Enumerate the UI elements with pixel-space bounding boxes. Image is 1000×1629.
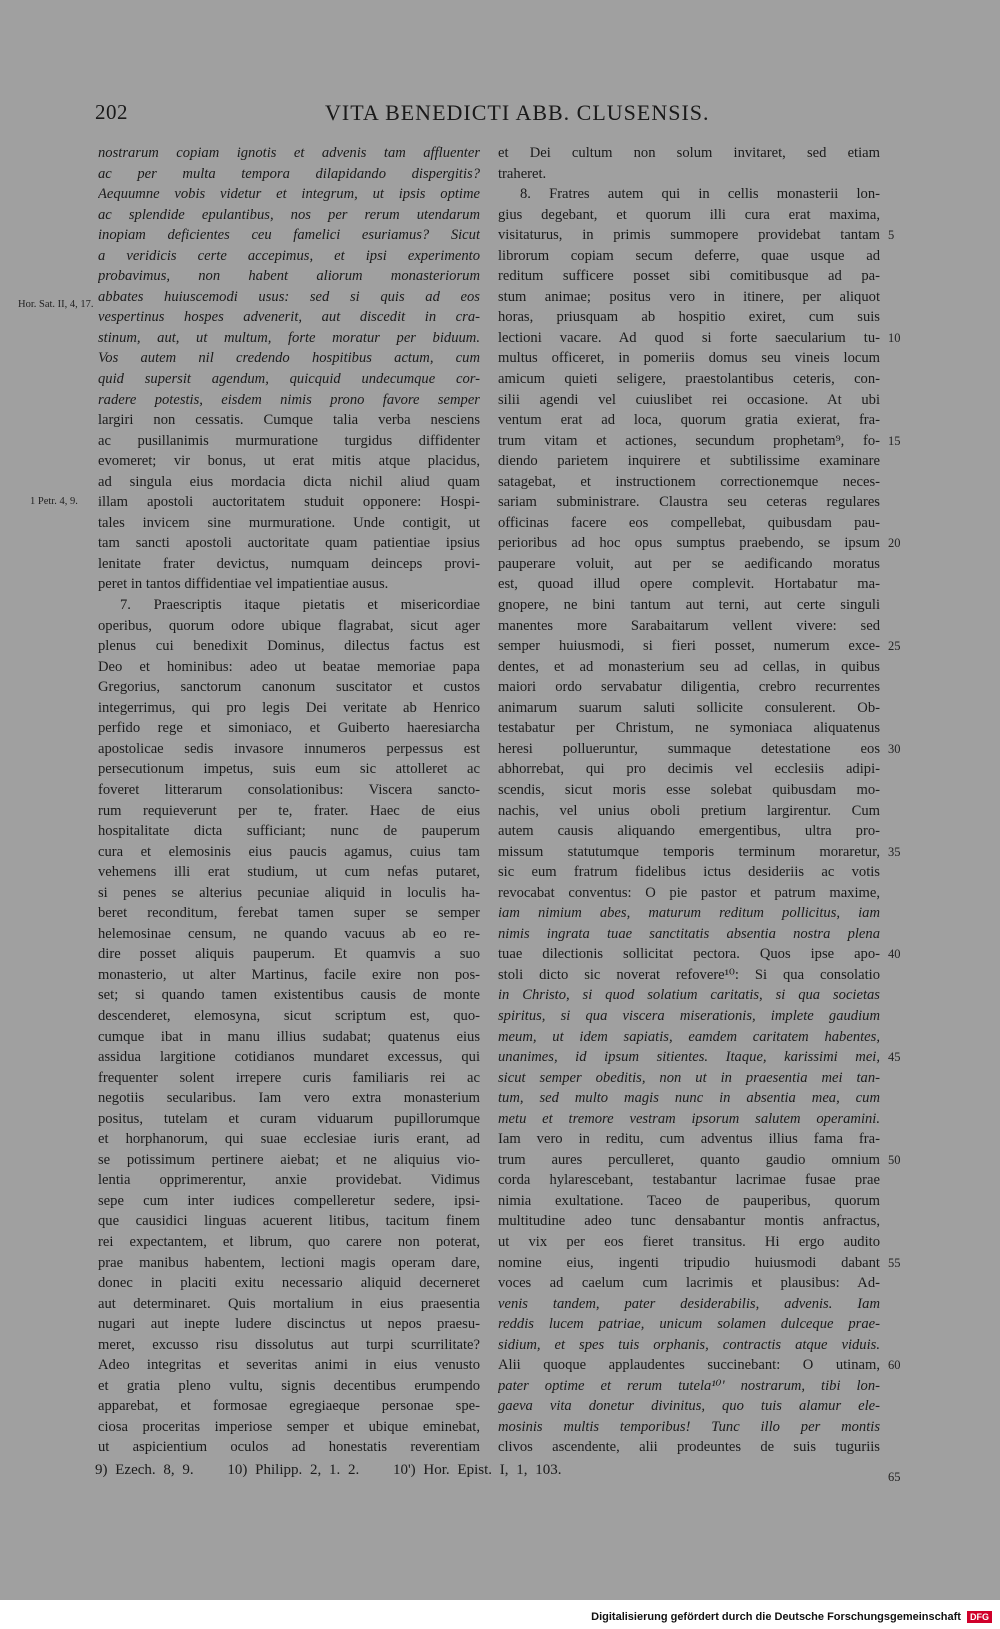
right-column-line: reddis lucem patriae, unicum solamen dulceque prae-	[498, 1316, 880, 1333]
right-column-line: pauperare voluit, aut per se aedificando moratus	[498, 555, 880, 572]
right-column-line: iam nimium abes, maturum reditum pollicitus, iam	[498, 905, 880, 922]
left-column-line: quid supersit agendum, quicquid undecumque cor-	[98, 371, 480, 388]
line-number: 35	[888, 844, 901, 859]
left-column-line: peret in tantos diffidentiae vel impatientiae ausus.	[98, 576, 389, 593]
left-column-line: et horphanorum, qui suae ecclesiae iuris erant, ad	[98, 1131, 480, 1148]
right-column-line: heresi pollueruntur, summaque detestatione eos	[498, 740, 880, 757]
margin-note-peter: 1 Petr. 4, 9.	[30, 496, 78, 507]
left-column-line: descenderet, elemosyna, sicut scriptum est, quo-	[98, 1007, 480, 1024]
right-column-line: nimia exultatione. Taceo de pauperibus, quorum	[498, 1192, 880, 1209]
right-column-line: reditum sufficere posset sibi comitibusque ad pa-	[498, 268, 880, 285]
right-column-line: nomine eius, ingenti tripudio huiusmodi dabant	[498, 1254, 880, 1271]
right-column-line: traheret.	[498, 165, 547, 182]
left-column-line: apostolicae sedis invasore innumeros perpessus est	[98, 740, 480, 757]
left-column-line: aut determinaret. Quis mortalium in eius praesentia	[98, 1295, 480, 1312]
right-column-line: ventum erat ad loca, quorum gratia exierat, fra-	[498, 412, 880, 429]
right-column-line: visitaturus, in primis summopere providebat tantam	[498, 227, 880, 244]
right-column-line: revocabat conventus: O pie pastor et patrum maxime,	[498, 884, 880, 901]
line-number: 30	[888, 741, 901, 756]
left-column-line: monasterio, ut alter Martinus, facile exire non pos-	[98, 966, 480, 983]
left-column-line: beret reconditum, ferebat tamen super se semper	[98, 905, 480, 922]
left-column-line: hospitalitate dicta sufficiant; nunc de pauperum	[98, 823, 480, 840]
left-column-line: inopiam deficientes ceu famelici esuriamus? Sicut	[98, 227, 480, 244]
running-head	[95, 100, 885, 130]
right-column-line: metu et tremore vestram ipsorum salutem operamini.	[498, 1110, 880, 1127]
left-column-line: plenus cui benedixit Dominus, dilectus factus est	[98, 638, 480, 655]
right-column-line: venis tandem, pater desiderabilis, advenis. Iam	[498, 1295, 880, 1312]
right-column-line: gius degebant, et quorum illi cura erat maxima,	[498, 206, 880, 223]
right-column-line: testabatur per Christum, ne symoniaca aliquatenus	[498, 720, 880, 737]
right-column-line: tuae dilectionis sollicitat pectora. Quos ipse apo-	[498, 946, 880, 963]
right-column-line: trum vitam et actiones, secundum prophetam⁹, fo-	[498, 432, 880, 449]
left-column-line: operibus, quorum odore ubique flagrabat, sicut ager	[98, 617, 480, 634]
right-column-line: stum animae; positus vero in itinere, per aliquot	[498, 288, 880, 305]
margin-note-horace: Hor. Sat. II, 4, 17.	[18, 299, 94, 310]
right-column-line: 8. Fratres autem qui in cellis monasterii lon-	[520, 186, 880, 203]
left-column-line: rum requieverunt per te, frater. Haec de eius	[98, 802, 480, 819]
left-column-line: Vos autem nil credendo hospitibus actum, cum	[98, 350, 480, 367]
left-column-line: vespertinus hospes advenerit, aut discedit in cra-	[98, 309, 480, 326]
right-column-line: meum, ut idem sapiatis, eamdem caritatem habentes,	[498, 1028, 880, 1045]
left-column-line: helemosinae censum, ne quando vacuus ab eo re-	[98, 925, 480, 942]
line-number: 25	[888, 639, 901, 654]
right-column-line: sidium, et spes tuis orphanis, contractis atque viduis.	[498, 1336, 880, 1353]
left-column-line: Aequumne vobis videtur et integrum, ut ipsis optime	[98, 186, 480, 203]
right-column-line: spiritus, si qua viscera miserationis, implete gaudium	[498, 1007, 880, 1024]
left-column-line: integerrimus, qui pro legis Dei veritate ab Henrico	[98, 699, 480, 716]
left-column-line: largiri non cessatis. Cumque talia verba nesciens	[98, 412, 480, 429]
left-column	[98, 143, 480, 1458]
left-column-line: lentia opprimerentur, anxie providebat. Vidimus	[98, 1172, 480, 1189]
left-column-line: stinum, aut, ut multum, forte moratur per biduum.	[98, 329, 480, 346]
right-column-line: animarum suarum saluti sollicite consulerent. Ob-	[498, 699, 880, 716]
line-number: 50	[888, 1152, 901, 1167]
right-column-line: sariam subministrare. Claustra seu ceteras regulares	[498, 494, 880, 511]
right-column-line: unanimes, id ipsum sitientes. Itaque, karissimi mei,	[498, 1049, 880, 1066]
footnote-10: 10) Philipp. 2, 1. 2.	[227, 1462, 360, 1478]
left-column-line: prae manibus habentem, lectioni magis operam dare,	[98, 1254, 480, 1271]
left-column-line: rei expectantem, et librum, quo carere non poterat,	[98, 1233, 480, 1250]
line-number: 15	[888, 433, 901, 448]
right-column-line: sicut semper obeditis, non ut in praesentia mei tan-	[498, 1069, 880, 1086]
left-column-line: ac splendide epulantibus, nos per rerum utendarum	[98, 206, 480, 223]
right-column-line: silii agendi vel cuiuslibet rei occasione. At ubi	[498, 391, 880, 408]
right-column-line: scendis, sicut moris esse solebat quibusdam mo-	[498, 781, 880, 798]
right-column-line: in Christo, si quod solatium caritatis, si qua societas	[498, 987, 880, 1004]
left-column-line: dire posset aliquis pauperum. Et quamvis a suo	[98, 946, 480, 963]
footnote-9: 9) Ezech. 8, 9.	[95, 1462, 194, 1478]
right-column-line: multus officeret, in pomeriis domus seu vineis locum	[498, 350, 880, 367]
left-column-line: 7. Praescriptis itaque pietatis et misericordiae	[120, 597, 480, 614]
left-column-line: vehemens illi erat studium, ut cum nefas putaret,	[98, 864, 480, 881]
left-column-line: sepe cum inter iudices compelleretur sedere, ipsi-	[98, 1192, 480, 1209]
left-column-line: positus, tutelam et curam viduarum pupillorumque	[98, 1110, 480, 1127]
right-column	[498, 143, 880, 1458]
left-column-line: nugari aut inepte ludere discinctus ut nepos praesu-	[98, 1316, 480, 1333]
left-column-line: set; si quando tamen existentibus causis de monte	[98, 987, 480, 1004]
left-column-line: perfido rege et simoniaco, et Guiberto haeresiarcha	[98, 720, 480, 737]
line-number: 45	[888, 1050, 901, 1065]
left-column-line: ciosa proceritas imperiose semper et ubique eminebat,	[98, 1418, 480, 1435]
right-column-line: abhorrebat, qui pro decimis vel ecclesiis adipi-	[498, 761, 880, 778]
right-column-line: horas, priusquam ab hospitio exiret, cum suis	[498, 309, 880, 326]
right-column-line: trum aures perculleret, quanto gaudio omnium	[498, 1151, 880, 1168]
left-column-line: assidua largitione cotidianos mundaret excessus, qui	[98, 1049, 480, 1066]
left-column-line: cumque ibat in manu illius sudabat; quatenus eius	[98, 1028, 480, 1045]
right-column-line: gnopere, ne bini tantum aut terni, aut certe singuli	[498, 597, 880, 614]
right-column-line: lectioni vacare. Ad quod si forte saecularium tu-	[498, 329, 880, 346]
right-column-line: Iam vero in reditu, cum adventus illius fama fra-	[498, 1131, 880, 1148]
right-column-line: sic eum fratrum fidelibus ictus desideriis ac votis	[498, 864, 880, 881]
left-column-line: Deo et hominibus: adeo ut beatae memoriae papa	[98, 658, 480, 675]
left-column-line: Adeo integritas et severitas animi in eius venusto	[98, 1357, 480, 1374]
left-column-line: ac per multa tempora dilapidando dispergitis?	[98, 165, 480, 182]
right-column-line: nachis, vel unius oboli pretium largirentur. Cum	[498, 802, 880, 819]
left-column-line: persecutionum impetus, suis eum sic attolleret ac	[98, 761, 480, 778]
right-column-line: multitudine adeo tunc densabantur montis anfractus,	[498, 1213, 880, 1230]
right-column-line: autem causis aliquando emergentibus, ultra pro-	[498, 823, 880, 840]
right-column-line: perioribus ad hoc opus sumptus praebendo, se ipsum	[498, 535, 880, 552]
right-column-line: voces ad caelum cum lacrimis et plausibus: Ad-	[498, 1275, 880, 1292]
right-column-line: dentes, et ad monasterium seu ad cellas, in quibus	[498, 658, 880, 675]
right-column-line: satagebat, et instructionem correctionemque neces-	[498, 473, 880, 490]
left-column-line: se potissimum pertinere aiebat; et ne aliquius vio-	[98, 1151, 480, 1168]
right-column-line: clivos ascendente, alii prodeuntes de suis tuguriis	[498, 1439, 880, 1456]
left-column-line: nostrarum copiam ignotis et advenis tam affluenter	[98, 145, 480, 161]
right-column-line: librorum copiam secum deferre, quae usque ad	[498, 247, 880, 264]
footnote-10-prime: 10') Hor. Epist. I, 1, 103.	[392, 1462, 562, 1478]
right-column-line: mosinis multis temporibus! Tunc illo per montis	[498, 1418, 880, 1435]
right-column-line: maiori ordo servabatur diligentia, crebro recurrentes	[498, 679, 880, 696]
left-column-line: negotiis secularibus. Iam vero extra monasterium	[98, 1090, 480, 1107]
right-column-line: missum statutumque temporis terminum moraretur,	[498, 843, 880, 860]
left-column-line: tam sancti apostoli auctoritate quam patientiae ipsius	[98, 535, 480, 552]
left-column-line: foveret litterarum consolationibus: Viscera sancto-	[98, 781, 480, 798]
right-column-line: amicum quieti seligere, praestolantibus ceteris, con-	[498, 371, 880, 388]
right-column-line: officinas facere eos compellebat, quibusdam pau-	[498, 514, 880, 531]
left-column-line: a veridicis certe accepimus, et ipsi experimento	[98, 247, 480, 264]
left-column-line: ad singula eius mordacia dicta nichil aliud quam	[98, 473, 480, 490]
left-column-line: ut aspicientium oculos ad honestatis reverentiam	[98, 1439, 480, 1456]
left-column-line: Gregorius, sanctorum canonum suscitator et custos	[98, 679, 480, 696]
running-title: VITA BENEDICTI ABB. CLUSENSIS.	[325, 100, 710, 125]
dfg-logo: DFG	[967, 1611, 992, 1623]
line-number: 10	[888, 330, 901, 345]
left-column-line: tales invicem sine murmuratione. Unde contigit, ut	[98, 514, 480, 531]
right-column-line: manentes more Sarabaitarum vellent vivere: sed	[498, 617, 880, 634]
right-column-line: gaeva vita donetur divinitus, quo tuis alamur ele-	[498, 1398, 880, 1415]
left-column-line: illam apostoli auctoritatem studuit opponere: Hospi-	[98, 494, 480, 511]
right-column-line: et Dei cultum non solum invitaret, sed etiam	[498, 145, 880, 161]
left-column-line: abbates huiuscemodi usus: sed si quis ad eos	[98, 288, 480, 305]
line-number: 5	[888, 228, 895, 243]
left-column-line: lenitate frater devictus, numquam deinceps provi-	[98, 555, 480, 572]
left-column-line: probavimus, non habent aliorum monasteriorum	[98, 268, 480, 285]
left-column-line: que causidici linguas acuerent litibus, tacitum finem	[98, 1213, 480, 1230]
left-column-line: si penes se alterius pecuniae aliquid in loculis ha-	[98, 884, 480, 901]
digitization-credit	[591, 1611, 992, 1623]
left-column-line: radere potestis, eisdem nimis prono favore semper	[98, 391, 480, 408]
right-column-line: diendo parietem inquirere et subtilissime examinare	[498, 453, 880, 470]
right-column-line: stoli dicto sic noverat refovere¹⁰: Si qua consolatio	[498, 966, 880, 983]
line-number: 20	[888, 536, 901, 551]
right-column-line: nimis ingrata tuae sanctitatis absentia nostra plena	[498, 925, 880, 942]
page-number: 202	[95, 100, 128, 124]
left-column-line: apparebat, et formosae egregiaeque personae spe-	[98, 1398, 480, 1415]
right-column-line: semper huiusmodi, si fieri posset, numerum exce-	[498, 638, 880, 655]
right-column-line: est, quoad illud opere complevit. Hortabatur ma-	[498, 576, 880, 593]
left-column-line: donec in placiti exitu necessario aliquid decerneret	[98, 1275, 480, 1292]
right-column-line: ut vix per eos fieret transitus. Hi ergo audito	[498, 1233, 880, 1250]
left-column-line: evomeret; vir bonus, ut erat mitis atque placidus,	[98, 453, 480, 470]
line-number: 40	[888, 947, 901, 962]
line-number: 60	[888, 1358, 901, 1373]
right-column-line: pater optime et rerum tutela¹⁰' nostrarum, tibi lon-	[498, 1377, 880, 1394]
left-column-line: frequenter solent irrepere curis familiaris rei ac	[98, 1069, 480, 1086]
right-column-line: tum, sed multo magis nunc in absentia mea, cum	[498, 1090, 880, 1107]
left-column-line: cura et elemosinis eius paucis agamus, cuius tam	[98, 843, 480, 860]
line-number: 55	[888, 1255, 901, 1270]
left-column-line: meret, excusso risu dissolutus aut turpi scurrilitate?	[98, 1336, 480, 1353]
right-column-line: corda hylarescebant, testabantur lacrimae fusae prae	[498, 1172, 880, 1189]
left-column-line: et gratia pleno vultu, signis decentibus erumpendo	[98, 1377, 480, 1394]
line-number: 65	[888, 1470, 901, 1484]
footnotes	[95, 1462, 588, 1479]
credit-text: Digitalisierung gefördert durch die Deutsche Forschungsgemeinschaft	[591, 1611, 961, 1623]
left-column-line: ac pusillanimis murmuratione turgidus diffidenter	[98, 432, 480, 449]
right-column-line: Alii quoque applaudentes succinebant: O utinam,	[498, 1357, 880, 1374]
